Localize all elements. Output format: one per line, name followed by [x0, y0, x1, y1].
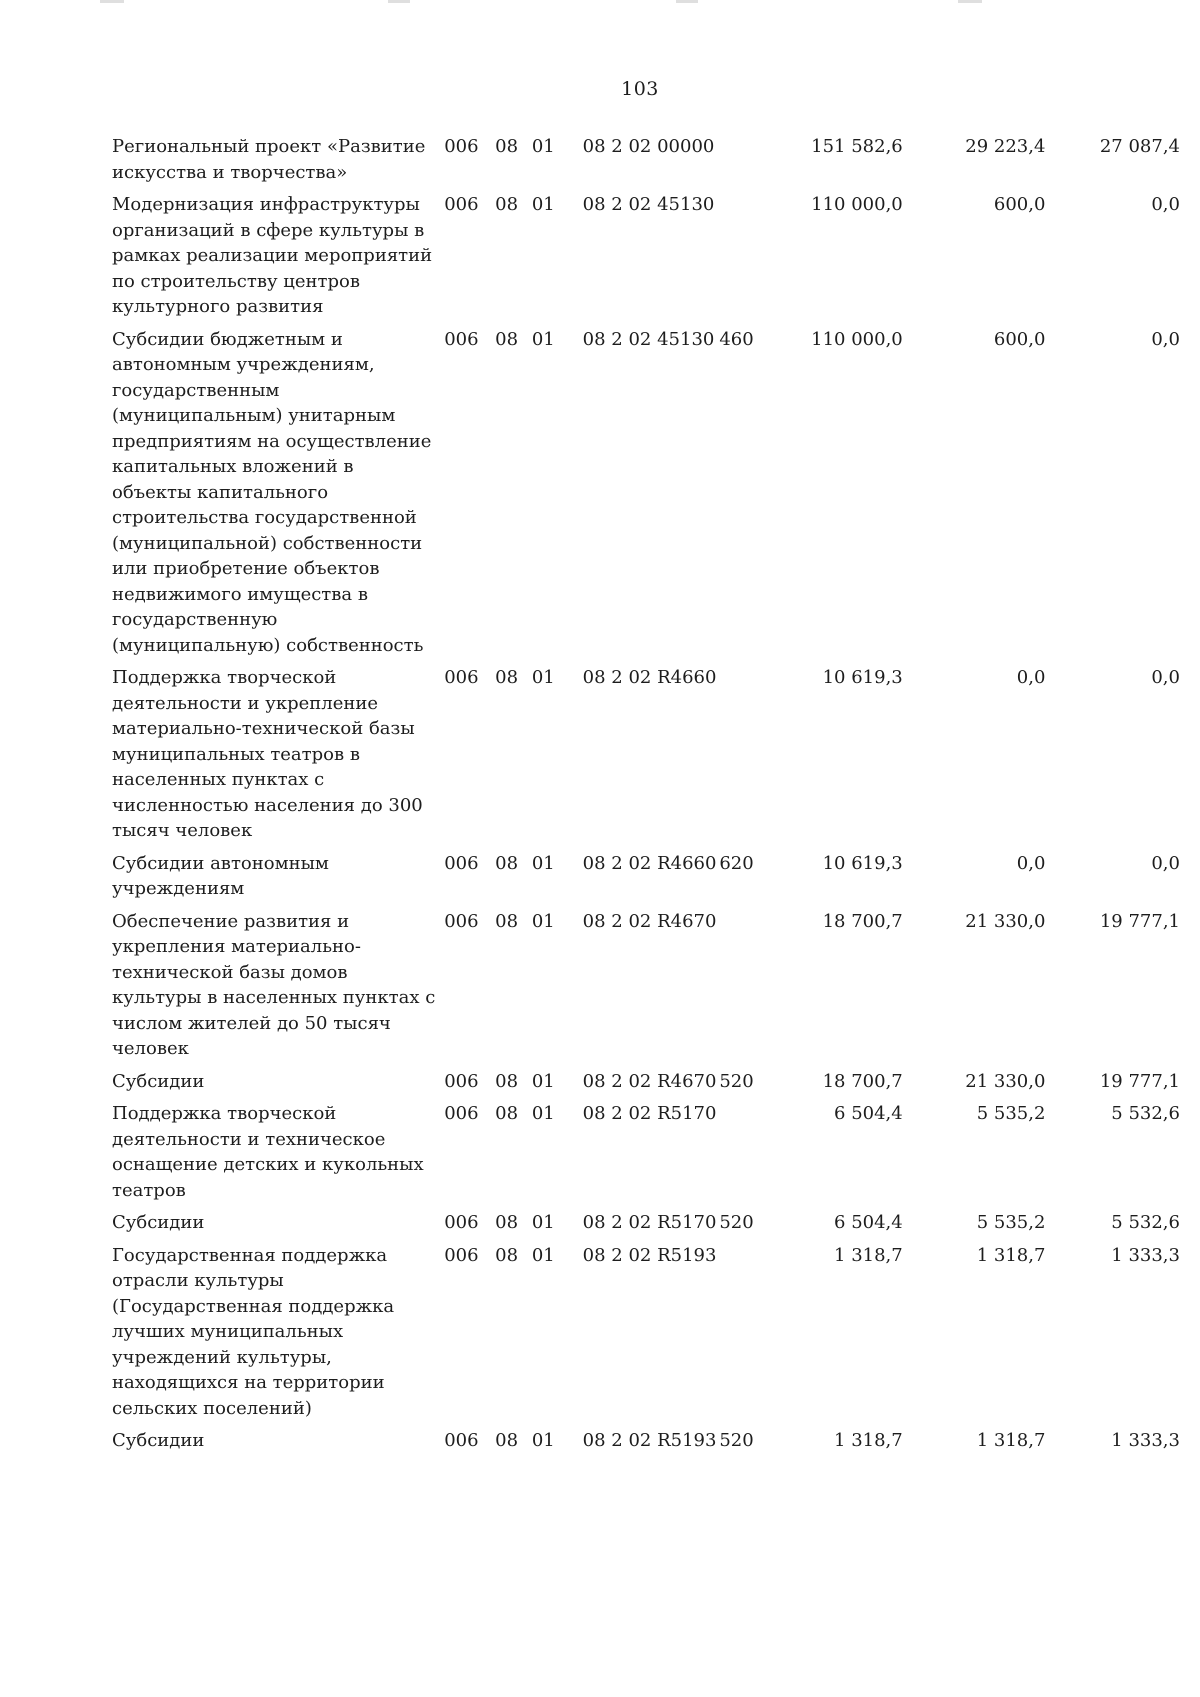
scan-mark-3 [676, 0, 698, 3]
ministry-code: 006 [444, 328, 479, 350]
row-name: Обеспечение развития и укрепления материально-технической базы домов культуры в населенных пунктах с числом жителей до 50 тысяч человек [112, 910, 436, 1059]
table-row [112, 1243, 1180, 1429]
amount-year-1: 6 504,4 [834, 1103, 903, 1124]
amount-year-3: 0,0 [1151, 194, 1180, 215]
subsection-code: 01 [531, 1070, 555, 1092]
amount-year-2: 1 318,7 [976, 1430, 1046, 1451]
expense-type-code [719, 665, 770, 851]
table-row [112, 851, 1180, 909]
amount-year-1: 6 504,4 [834, 1212, 903, 1233]
amount-year-2: 0,0 [1016, 667, 1046, 688]
subsection-code: 01 [531, 1244, 555, 1266]
ministry-code: 006 [444, 1070, 479, 1092]
scan-mark-1 [100, 0, 124, 3]
amount-year-1: 10 619,3 [822, 667, 903, 688]
row-name: Региональный проект «Развитие искусства и творчества» [112, 136, 426, 183]
section-code: 08 [495, 1070, 519, 1092]
section-code: 08 [495, 1244, 519, 1266]
ministry-code: 006 [444, 136, 479, 157]
amount-year-2: 21 330,0 [965, 910, 1046, 932]
expense-type-code: 460 [719, 328, 754, 350]
amount-year-2: 1 318,7 [976, 1244, 1046, 1266]
subsection-code: 01 [531, 328, 555, 350]
row-name: Субсидии автономным учреждениям [112, 852, 329, 899]
amount-year-3: 5 532,6 [1111, 1212, 1180, 1233]
amount-year-1: 10 619,3 [822, 852, 903, 874]
amount-year-1: 18 700,7 [822, 910, 903, 932]
amount-year-1: 110 000,0 [811, 328, 903, 350]
subsection-code: 01 [531, 1212, 555, 1233]
row-name: Субсидии бюджетным и автономным учреждениям, государственным (муниципальным) унитарным предприятиям на осуществление капитальных вложений в объекты капитального строительства государственной (муниципальной) собственности или приобретение объектов недвижимого имущества в государственную (муниципальную) собственность [112, 328, 432, 656]
target-article-code: 08 2 02 45130 [582, 194, 715, 215]
expense-type-code: 520 [719, 1212, 754, 1233]
row-name: Поддержка творческой деятельности и техническое оснащение детских и кукольных театров [112, 1103, 424, 1201]
amount-year-2: 5 535,2 [976, 1103, 1046, 1124]
expense-type-code: 520 [719, 1430, 754, 1451]
row-name: Субсидии [112, 1070, 205, 1092]
row-name: Субсидии [112, 1212, 205, 1233]
scan-mark-4 [958, 0, 982, 3]
subsection-code: 01 [531, 136, 555, 157]
table-row [112, 134, 1180, 192]
table-row [112, 327, 1180, 666]
amount-year-2: 600,0 [993, 194, 1046, 215]
target-article-code: 08 2 02 R5193 [582, 1244, 717, 1266]
target-article-code: 08 2 02 R5193 [582, 1430, 717, 1451]
section-code: 08 [495, 852, 519, 874]
target-article-code: 08 2 02 R4660 [582, 852, 717, 874]
expense-type-code: 520 [719, 1070, 754, 1092]
amount-year-2: 5 535,2 [976, 1212, 1046, 1233]
target-article-code: 08 2 02 R5170 [582, 1103, 717, 1124]
subsection-code: 01 [531, 667, 555, 688]
subsection-code: 01 [531, 1103, 555, 1124]
amount-year-3: 19 777,1 [1099, 910, 1180, 932]
ministry-code: 006 [444, 910, 479, 932]
section-code: 08 [495, 1430, 519, 1451]
ministry-code: 006 [444, 1103, 479, 1124]
ministry-code: 006 [444, 194, 479, 215]
table-body [112, 134, 1180, 1461]
ministry-code: 006 [444, 1244, 479, 1266]
amount-year-1: 110 000,0 [811, 194, 903, 215]
subsection-code: 01 [531, 852, 555, 874]
amount-year-3: 5 532,6 [1111, 1103, 1180, 1124]
amount-year-3: 1 333,3 [1111, 1430, 1180, 1451]
section-code: 08 [495, 1103, 519, 1124]
section-code: 08 [495, 194, 519, 215]
subsection-code: 01 [531, 910, 555, 932]
amount-year-1: 18 700,7 [822, 1070, 903, 1092]
section-code: 08 [495, 328, 519, 350]
amount-year-2: 21 330,0 [965, 1070, 1046, 1092]
amount-year-3: 0,0 [1151, 328, 1180, 350]
ministry-code: 006 [444, 852, 479, 874]
table-row [112, 192, 1180, 327]
budget-table [112, 134, 1180, 1461]
table-row [112, 1428, 1180, 1461]
amount-year-2: 29 223,4 [965, 136, 1046, 157]
row-name: Субсидии [112, 1430, 205, 1451]
table-row [112, 665, 1180, 851]
expense-type-code [719, 1101, 770, 1210]
ministry-code: 006 [444, 667, 479, 688]
subsection-code: 01 [531, 194, 555, 215]
amount-year-3: 0,0 [1151, 667, 1180, 688]
target-article-code: 08 2 02 00000 [582, 136, 715, 157]
row-name: Модернизация инфраструктуры организаций в сфере культуры в рамках реализации мероприятий по строительству центров культурного развития [112, 194, 433, 317]
expense-type-code: 620 [719, 852, 754, 874]
target-article-code: 08 2 02 R4670 [582, 910, 717, 932]
expense-type-code [719, 1243, 770, 1429]
target-article-code: 08 2 02 45130 [582, 328, 715, 350]
page-number: 103 [621, 78, 659, 100]
table-row [112, 909, 1180, 1069]
amount-year-3: 0,0 [1151, 852, 1180, 874]
amount-year-3: 19 777,1 [1099, 1070, 1180, 1092]
amount-year-1: 151 582,6 [811, 136, 903, 157]
amount-year-2: 0,0 [1016, 852, 1046, 874]
ministry-code: 006 [444, 1430, 479, 1451]
amount-year-1: 1 318,7 [834, 1244, 903, 1266]
scan-mark-2 [388, 0, 410, 3]
amount-year-3: 1 333,3 [1111, 1244, 1180, 1266]
table-row [112, 1101, 1180, 1210]
target-article-code: 08 2 02 R4660 [582, 667, 717, 688]
table-row [112, 1069, 1180, 1102]
section-code: 08 [495, 136, 519, 157]
expense-type-code [719, 909, 770, 1069]
table-row [112, 1210, 1180, 1243]
target-article-code: 08 2 02 R4670 [582, 1070, 717, 1092]
target-article-code: 08 2 02 R5170 [582, 1212, 717, 1233]
amount-year-1: 1 318,7 [834, 1430, 903, 1451]
amount-year-2: 600,0 [993, 328, 1046, 350]
amount-year-3: 27 087,4 [1099, 136, 1180, 157]
ministry-code: 006 [444, 1212, 479, 1233]
expense-type-code [719, 134, 770, 192]
section-code: 08 [495, 1212, 519, 1233]
subsection-code: 01 [531, 1430, 555, 1451]
expense-type-code [719, 192, 770, 327]
row-name: Поддержка творческой деятельности и укрепление материально-технической базы муниципальных театров в населенных пунктах с численностью населения до 300 тысяч человек [112, 667, 423, 841]
section-code: 08 [495, 910, 519, 932]
section-code: 08 [495, 667, 519, 688]
row-name: Государственная поддержка отрасли культуры (Государственная поддержка лучших муниципальных учреждений культуры, находящихся на территории сельских поселений) [112, 1244, 395, 1419]
